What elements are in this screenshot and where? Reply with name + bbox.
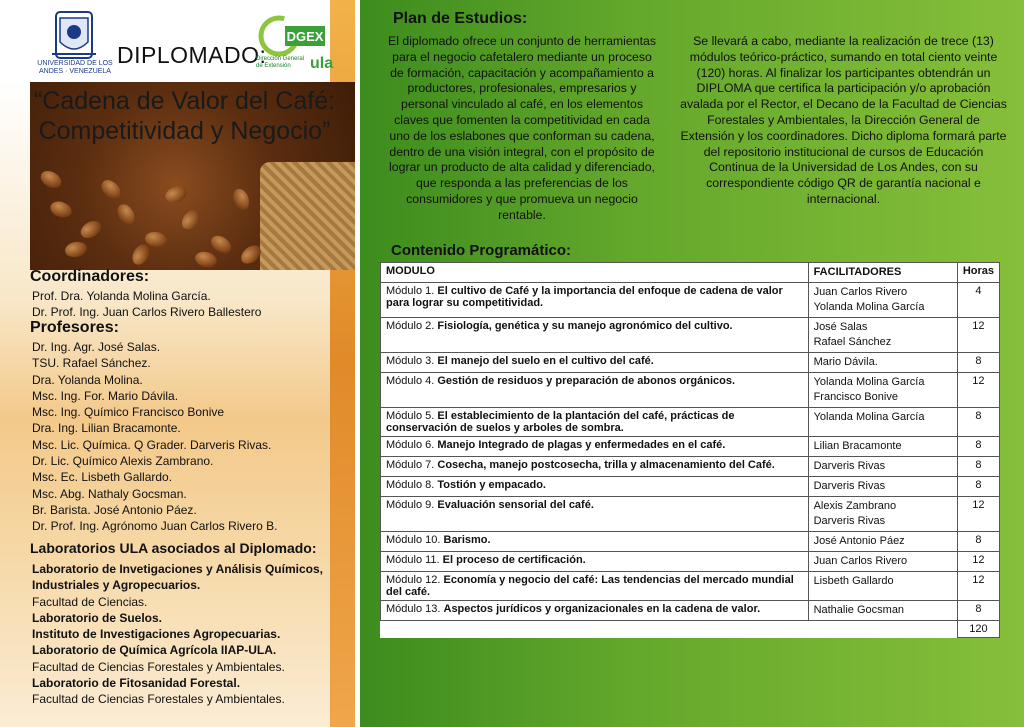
- facilitator-name: Francisco Bonive: [813, 391, 898, 403]
- table-row: [381, 437, 1000, 457]
- facilitator-name: Yolanda Molina García: [813, 376, 925, 388]
- lab-name: Laboratorio de Química Agrícola IIAP-ULA.: [32, 643, 277, 658]
- hours-cell: 8: [957, 601, 999, 621]
- module-title: Economía y negocio del café: Las tendencias del mercado mundial del café.: [386, 574, 794, 598]
- diplomado-label: DIPLOMADO:: [117, 42, 267, 68]
- table-header-row: [381, 263, 1000, 283]
- col-facilitadores: FACILITADORES: [808, 263, 957, 283]
- course-title: “Cadena de Valor del Café: Competitividad y Negocio”: [33, 87, 336, 145]
- hours-cell: 12: [957, 497, 999, 532]
- facilitator-cell: [808, 552, 957, 572]
- module-number: Módulo 4.: [386, 375, 435, 387]
- coordinadores-heading: Coordinadores:: [30, 268, 150, 285]
- module-title: El establecimiento de la plantación del café, prácticas de conservación de suelos y arboles de sombra.: [386, 410, 735, 434]
- module-cell: [381, 457, 809, 477]
- module-title: Aspectos jurídicos y organizacionales en la cadena de valor.: [443, 603, 761, 615]
- table-row: [381, 408, 1000, 437]
- ula-logo-text: UNIVERSIDAD DE LOS ANDES · VENEZUELA: [37, 60, 113, 75]
- module-number: Módulo 6.: [386, 439, 435, 451]
- modules-table: [380, 262, 1000, 638]
- coordinador-item: Dr. Prof. Ing. Juan Carlos Rivero Ballestero: [32, 305, 262, 320]
- table-row: [381, 318, 1000, 353]
- modules-body: [381, 283, 1000, 621]
- col-modulo: MODULO: [381, 263, 809, 283]
- facilitator-cell: [808, 373, 957, 408]
- module-number: Módulo 1.: [386, 285, 435, 297]
- module-number: Módulo 10.: [386, 534, 441, 546]
- profesor-item: Dra. Yolanda Molina.: [32, 372, 143, 387]
- module-cell: [381, 437, 809, 457]
- module-title: El cultivo de Café y la importancia del enfoque de cadena de valor para lograr su competitividad.: [386, 285, 783, 309]
- module-title: El proceso de certificación.: [442, 554, 586, 566]
- profesor-item: Msc. Ing. For. Mario Dávila.: [32, 388, 179, 403]
- facilitator-name: Alexis Zambrano: [813, 500, 897, 512]
- hours-cell: 8: [957, 437, 999, 457]
- table-row: [381, 572, 1000, 601]
- hours-cell: 8: [957, 353, 999, 373]
- facilitator-cell: [808, 457, 957, 477]
- plan-paragraph-1: El diplomado ofrece un conjunto de herramientas para el negocio cafetalero mediante un proceso de formación, capacitación y acompañamiento a productores, profesionales, empresarios y personal vinculado al café, en los elementos claves que fomenten la competitividad en cada uno de los eslabones que conforman su cadena, dentro de una visión integral, con el propósito de lograr un producto de alta calidad y diferenciado, que responda a las preferencias de los consumidores y que promueva un negocio rentable.: [388, 34, 656, 222]
- module-title: Tostión y empacado.: [437, 479, 546, 491]
- hours-cell: 12: [957, 552, 999, 572]
- facilitator-name: Darveris Rivas: [813, 480, 886, 492]
- coordinador-item: Prof. Dra. Yolanda Molina García.: [32, 289, 211, 303]
- coordinadores-list: [32, 288, 261, 321]
- module-cell: [381, 532, 809, 552]
- facilitator-name: Yolanda Molina García: [813, 301, 925, 313]
- hours-cell: 8: [957, 408, 999, 437]
- module-title: Cosecha, manejo postcosecha, trilla y almacenamiento del Café.: [437, 459, 775, 471]
- lab-faculty: Facultad de Ciencias Forestales y Ambientales.: [32, 692, 285, 707]
- facilitator-name: Juan Carlos Rivero: [813, 286, 908, 298]
- facilitator-cell: [808, 283, 957, 318]
- table-row: [381, 497, 1000, 532]
- lab-faculty: Facultad de Ciencias Forestales y Ambientales.: [32, 659, 285, 674]
- dgex-logo-text: DGEX: [286, 29, 324, 44]
- facilitator-name: Yolanda Molina García: [813, 411, 925, 423]
- facilitator-cell: [808, 353, 957, 373]
- facilitator-cell: [808, 532, 957, 552]
- module-cell: [381, 318, 809, 353]
- module-cell: [381, 373, 809, 408]
- facilitator-cell: [808, 477, 957, 497]
- dgex-subtitle: Dirección General de Extensión: [256, 56, 305, 69]
- profesor-item: Dr. Prof. Ing. Agrónomo Juan Carlos Rivero B.: [32, 519, 278, 534]
- module-cell: [381, 353, 809, 373]
- module-number: Módulo 13.: [386, 603, 441, 615]
- table-row: [381, 457, 1000, 477]
- module-title: El manejo del suelo en el cultivo del café.: [437, 355, 654, 367]
- profesores-heading: Profesores:: [30, 319, 119, 336]
- facilitator-name: Darveris Rivas: [813, 515, 886, 527]
- hours-cell: 8: [957, 532, 999, 552]
- module-cell: [381, 477, 809, 497]
- module-title: Manejo Integrado de plagas y enfermedades en el café.: [437, 439, 726, 451]
- col-horas: Horas: [957, 263, 999, 283]
- laboratorios-heading: Laboratorios ULA asociados al Diplomado:: [30, 540, 317, 556]
- module-title: Gestión de residuos y preparación de abonos orgánicos.: [437, 375, 736, 387]
- profesor-item: Dr. Lic. Químico Alexis Zambrano.: [32, 454, 214, 469]
- lab-name: Laboratorio de Suelos.: [32, 610, 163, 625]
- table-row: [381, 373, 1000, 408]
- profesor-item: Msc. Ec. Lisbeth Gallardo.: [32, 470, 173, 485]
- laboratorios-list: [32, 561, 352, 708]
- facilitator-name: Juan Carlos Rivero: [813, 555, 908, 567]
- coffee-sack: [260, 162, 355, 270]
- facilitator-cell: [808, 437, 957, 457]
- module-cell: [381, 601, 809, 621]
- lab-name: Laboratorio de Fitosanidad Forestal.: [32, 676, 241, 691]
- module-title: Evaluación sensorial del café.: [437, 499, 594, 511]
- total-row: [381, 621, 1000, 638]
- profesor-item: Dra. Ing. Lilian Bracamonte.: [32, 421, 181, 436]
- facilitator-name: Rafael Sánchez: [813, 336, 892, 348]
- profesor-item: Msc. Ing. Químico Francisco Bonive: [32, 405, 225, 420]
- table-row: [381, 552, 1000, 572]
- table-row: [381, 601, 1000, 621]
- module-title: Fisiología, genética y su manejo agronómico del cultivo.: [437, 320, 733, 332]
- profesor-item: Br. Barista. José Antonio Páez.: [32, 502, 197, 517]
- module-number: Módulo 8.: [386, 479, 435, 491]
- facilitator-name: Lilian Bracamonte: [813, 440, 902, 452]
- profesor-item: Msc. Abg. Nathaly Gocsman.: [32, 486, 187, 501]
- left-panel: [0, 0, 355, 727]
- facilitator-cell: [808, 497, 957, 532]
- module-number: Módulo 7.: [386, 459, 435, 471]
- module-number: Módulo 12.: [386, 574, 441, 586]
- table-row: [381, 353, 1000, 373]
- module-cell: [381, 408, 809, 437]
- facilitator-name: Lisbeth Gallardo: [813, 575, 894, 587]
- module-number: Módulo 3.: [386, 355, 435, 367]
- plan-heading: Plan de Estudios:: [393, 10, 528, 27]
- module-number: Módulo 9.: [386, 499, 435, 511]
- hours-cell: 12: [957, 572, 999, 601]
- hours-cell: 4: [957, 283, 999, 318]
- module-number: Módulo 11.: [386, 554, 440, 566]
- facilitator-name: Darveris Rivas: [813, 460, 886, 472]
- facilitator-cell: [808, 408, 957, 437]
- plan-paragraph-2: Se llevará a cabo, mediante la realización de trece (13) módulos teórico-práctico, sumando en total ciento veinte (120) horas. Al finalizar los participantes obtendrán un DIPLOMA que certifica la participación y/o aprobación avalada por el Rector, el Decano de la Facultad de Ciencias Forestales y Ambientales, la Dirección General de Extensión y los coordinadores. Dicho diploma formará parte del repositorio institucional de cursos de Educación Continua de la Universidad de Los Andes, con su correspondiente código QR de garantía nacional e internacional.: [680, 34, 1007, 206]
- facilitator-cell: [808, 601, 957, 621]
- module-cell: [381, 497, 809, 532]
- lab-faculty: Facultad de Ciencias.: [32, 594, 148, 609]
- table-row: [381, 477, 1000, 497]
- hours-cell: 12: [957, 318, 999, 353]
- facilitator-cell: [808, 572, 957, 601]
- module-cell: [381, 572, 809, 601]
- table-row: [381, 532, 1000, 552]
- module-cell: [381, 283, 809, 318]
- facilitator-name: Nathalie Gocsman: [813, 604, 905, 616]
- facilitator-name: José Salas: [813, 321, 868, 333]
- contenido-heading: Contenido Programático:: [391, 242, 572, 259]
- hours-cell: 8: [957, 477, 999, 497]
- profesor-item: Msc. Lic. Química. Q Grader. Darveris Rivas.: [32, 437, 272, 452]
- module-title: Barismo.: [443, 534, 491, 546]
- profesores-list: [32, 339, 277, 535]
- module-cell: [381, 552, 809, 572]
- profesor-item: Dr. Ing. Agr. José Salas.: [32, 340, 161, 354]
- module-number: Módulo 5.: [386, 410, 435, 422]
- total-hours: 120: [957, 621, 999, 638]
- lab-name: Laboratorio de Invetigaciones y Análisis Químicos, Industriales y Agropecuarios.: [32, 562, 323, 593]
- profesor-item: TSU. Rafael Sánchez.: [32, 356, 151, 371]
- facilitator-cell: [808, 318, 957, 353]
- hours-cell: 8: [957, 457, 999, 477]
- table-row: [381, 283, 1000, 318]
- facilitator-name: Mario Dávila.: [813, 356, 878, 368]
- hours-cell: 12: [957, 373, 999, 408]
- module-number: Módulo 2.: [386, 320, 435, 332]
- dgex-ula-text: ula: [310, 55, 334, 72]
- facilitator-name: José Antonio Páez: [813, 535, 905, 547]
- lab-name: Instituto de Investigaciones Agropecuarias.: [32, 627, 281, 642]
